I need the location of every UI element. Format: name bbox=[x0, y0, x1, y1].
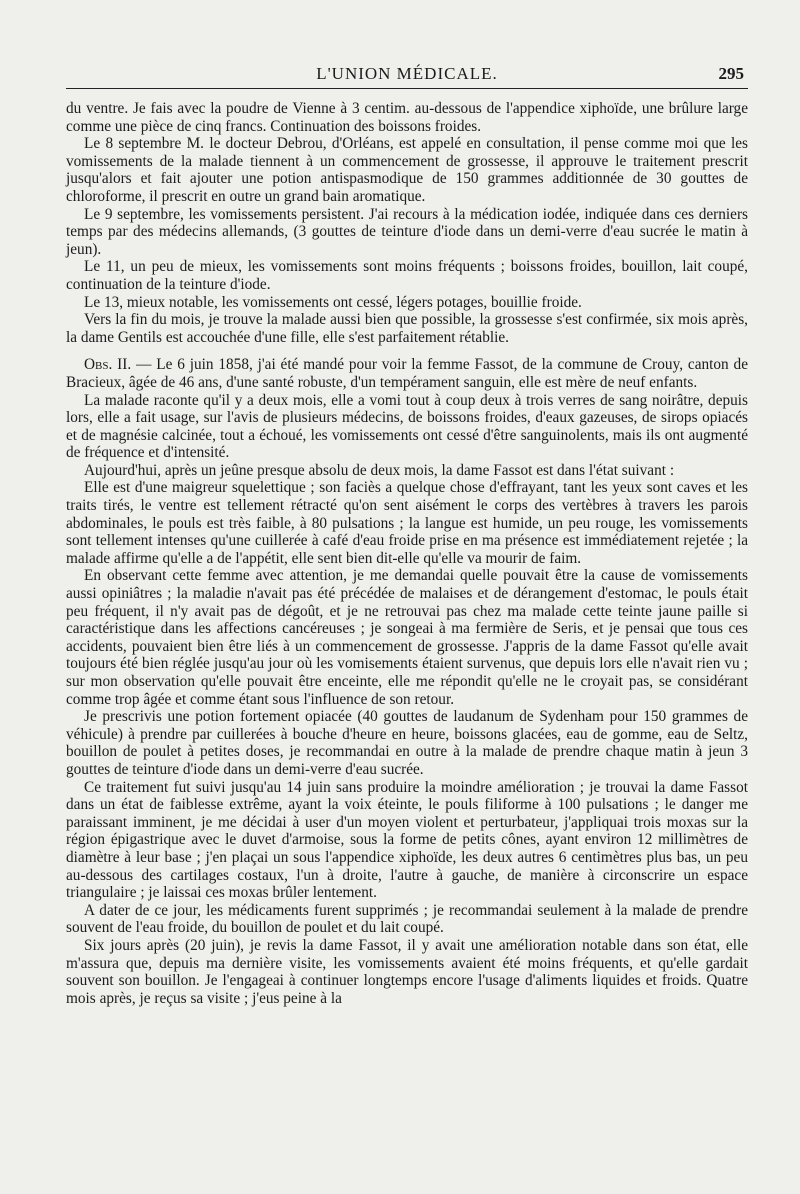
paragraph: du ventre. Je fais avec la poudre de Vienne à 3 centim. au-dessous de l'appendice xiphoïde, une brûlure large comme une pièce de cinq francs. Continuation des boissons froides. bbox=[66, 100, 748, 135]
paragraph: Le 9 septembre, les vomissements persistent. J'ai recours à la médication iodée, indiquée dans ces derniers temps par des médecins allemands, (3 gouttes de teinture d'iode dans un demi-verre d'eau sucrée le matin à jeun). bbox=[66, 205, 748, 258]
paragraph: Le 8 septembre M. le docteur Debrou, d'Orléans, est appelé en consultation, il pense comme moi que les vomissements de la malade tiennent à un commencement de grossesse, il approuve le traitement prescrit jusqu'alors et fait ajouter une potion antispasmodique de 150 grammes additionnée de 30 gouttes de chloroforme, il prescrit en outre un grand bain aromatique. bbox=[66, 135, 748, 205]
observation-text: — Le 6 juin 1858, j'ai été mandé pour voir la femme Fassot, de la commune de Crouy, canton de Bracieux, âgée de 46 ans, d'une santé robuste, d'un tempérament sanguin, elle est mère de neuf enfants. bbox=[66, 356, 748, 391]
page-header bbox=[66, 60, 748, 89]
body-text bbox=[66, 100, 748, 1007]
paragraph: Elle est d'une maigreur squelettique ; son faciès a quelque chose d'effrayant, tant les yeux sont caves et les traits tirés, le ventre est tellement rétracté qu'on sent aisément le corps des vertèbres à travers les parois abdominales, le pouls est très faible, à 80 pulsations ; la langue est humide, un peu rouge, les vomissements sont tellement intenses qu'une cuillerée à café d'eau froide prise en ma présence est immédiatement rejetée ; la malade affirme qu'elle a de l'appétit, elle sent bien dit-elle qu'elle va mourir de faim. bbox=[66, 479, 748, 567]
paragraph: A dater de ce jour, les médicaments furent supprimés ; je recommandai seulement à la malade de prendre souvent de l'eau froide, du bouillon de poulet et du lait coupé. bbox=[66, 901, 748, 937]
paragraph: La malade raconte qu'il y a deux mois, elle a vomi tout à coup deux à trois verres de sang noirâtre, depuis lors, elle a fait usage, sur l'avis de plusieurs médecins, de boissons froides, d'eaux gazeuses, de sirops opiacés et de magnésie calcinée, tout a échoué, les vomissements ont cessé d'être sanguinolents, mais ils ont augmenté de fréquence et d'intensité. bbox=[66, 391, 748, 462]
paragraph: Le 11, un peu de mieux, les vomissements sont moins fréquents ; boissons froides, bouillon, lait coupé, continuation de la teinture d'iode. bbox=[66, 258, 748, 293]
paragraph: Ce traitement fut suivi jusqu'au 14 juin sans produire la moindre amélioration ; je trouvai la dame Fassot dans un état de faiblesse extrême, ayant la voix éteinte, le pouls filiforme à 100 pulsations ; le danger me paraissant imminent, je me décidai à user d'un moyen violent et perturbateur, j'appliquai trois moxas sur la région épigastrique avec le duvet d'armoise, sous la forme de petits cônes, ayant environ 12 millimètres de diamètre à leur base ; j'en plaçai un sous l'appendice xiphoïde, les deux autres 6 centimètres plus bas, un peu au-dessous des cartilages costaux, l'un à droite, l'autre à gauche, de manière à circonscrire un espace triangulaire ; je laissai ces moxas brûler lentement. bbox=[66, 778, 748, 902]
paragraph: Le 13, mieux notable, les vomissements ont cessé, légers potages, bouillie froide. bbox=[84, 293, 582, 311]
running-head: L'UNION MÉDICALE. bbox=[316, 64, 498, 83]
paragraph: Vers la fin du mois, je trouve la malade aussi bien que possible, la grossesse s'est confirmée, six mois après, la dame Gentils est accouchée d'une fille, elle s'est parfaitement rétablie. bbox=[66, 311, 748, 346]
paragraph: Six jours après (20 juin), je revis la dame Fassot, il y avait une amélioration notable dans son état, elle m'assura que, depuis ma dernière visite, les vomissements avaient été moins fréquents, et qu'elle gardait souvent son bouillon. Je l'engageai à continuer longtemps encore l'usage d'aliments liquides et froids. Quatre mois après, je reçus sa visite ; j'eus peine à la bbox=[66, 936, 748, 1007]
page-number: 295 bbox=[718, 64, 744, 83]
observation-paragraph bbox=[66, 356, 748, 391]
paragraph: En observant cette femme avec attention, je me demandai quelle pouvait être la cause de vomissements aussi opiniâtres ; la maladie n'avait pas été précédée de malaises et de dérangement d'estomac, le pouls était peu fréquent, il n'y avait pas de dégoût, et je ne retrouvai pas chez ma malade cette teinte jaune paille si caractéristique dans les affections cancéreuses ; je songeai à ma fermière de Seris, et je pensai que tous ces accidents, pouvaient bien être liés à un commencement de grossesse. J'appris de la dame Fassot qu'elle avait toujours été bien réglée jusqu'au jour où les vomisements étaient survenus, que depuis lors elle n'avait rien vu ; sur mon observation qu'elle pouvait être enceinte, elle me répondit qu'elle ne le croyait pas, se considérant comme trop âgée et comme étant sous l'influence de son retour. bbox=[66, 567, 748, 708]
observation-label: Obs. II. bbox=[84, 356, 132, 374]
paragraph: Aujourd'hui, après un jeûne presque absolu de deux mois, la dame Fassot est dans l'état suivant : bbox=[84, 461, 675, 479]
paragraph: Je prescrivis une potion fortement opiacée (40 gouttes de laudanum de Sydenham pour 150 grammes de véhicule) à prendre par cuillerées à bouche d'heure en heure, boissons glacées, eau de gomme, eau de Seltz, bouillon de poulet à petites doses, je recommandai en outre à la malade de prendre chaque matin à jeun 3 gouttes de teinture d'iode dans un demi-verre d'eau sucrée. bbox=[66, 708, 748, 778]
